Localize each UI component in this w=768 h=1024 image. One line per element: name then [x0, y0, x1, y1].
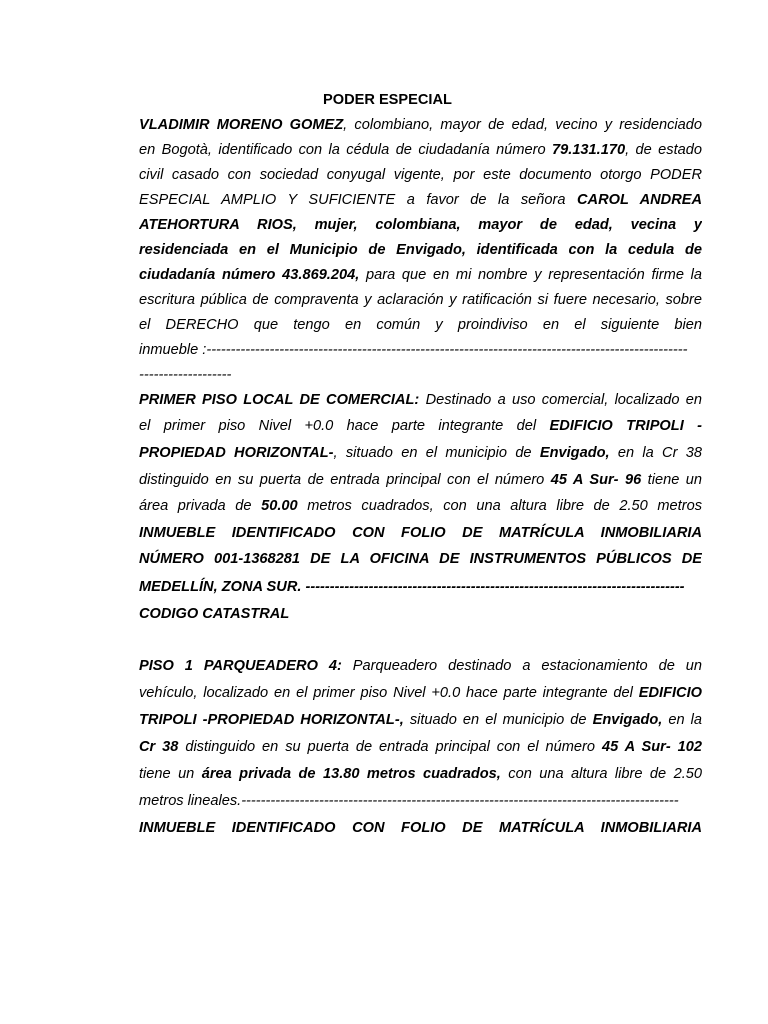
- p2-line-5: área privada de 50.00 metros cuadrados, con una altura libre de 2.50 metros: [139, 498, 702, 514]
- p2-line-7: NÚMERO 001-1368281 DE LA OFICINA DE INSTRUMENTOS PÚBLICOS DE: [139, 551, 702, 567]
- p2-line-6: INMUEBLE IDENTIFICADO CON FOLIO DE MATRÍCULA INMOBILIARIA: [139, 525, 702, 541]
- p2-line-1: PRIMER PISO LOCAL DE COMERCIAL: Destinado a uso comercial, localizado en: [139, 392, 702, 408]
- p2-line-2: el primer piso Nivel +0.0 hace parte integrante del EDIFICIO TRIPOLI -: [139, 418, 702, 434]
- p2-line-8: MEDELLÍN, ZONA SUR. ------------------------------------------------------------------------------: [139, 579, 685, 595]
- p1-line-1: VLADIMIR MORENO GOMEZ, colombiano, mayor de edad, vecino y residenciado: [139, 117, 702, 133]
- p1-line-3: civil casado con sociedad conyugal vigente, por este documento otorgo PODER: [139, 167, 702, 183]
- p3-line-4: Cr 38 distinguido en su puerta de entrada principal con el número 45 A Sur- 102: [139, 739, 702, 755]
- p1-line-6: residenciada en el Municipio de Envigado, identificada con la cedula de: [139, 242, 702, 258]
- document-title: PODER ESPECIAL: [323, 92, 452, 108]
- p3-line-7: INMUEBLE IDENTIFICADO CON FOLIO DE MATRÍCULA INMOBILIARIA: [139, 820, 702, 836]
- p1-line-5: ATEHORTURA RIOS, mujer, colombiana, mayor de edad, vecina y: [139, 217, 702, 233]
- p2-line-9: CODIGO CATASTRAL: [139, 606, 290, 622]
- p3-line-6: metros lineales.------------------------------------------------------------------------------------------: [139, 793, 679, 809]
- p1-line-8: escritura pública de compraventa y aclaración y ratificación si fuere necesario, sobre: [139, 292, 702, 308]
- p1-line-7: ciudadanía número 43.869.204, para que en mi nombre y representación firme la: [139, 267, 702, 283]
- p3-line-3: TRIPOLI -PROPIEDAD HORIZONTAL-, situado en el municipio de Envigado, en la: [139, 712, 702, 728]
- p2-line-3: PROPIEDAD HORIZONTAL-, situado en el municipio de Envigado, en la Cr 38: [139, 445, 702, 461]
- p2-line-4: distinguido en su puerta de entrada principal con el número 45 A Sur- 96 tiene un: [139, 472, 702, 488]
- p3-line-2: vehículo, localizado en el primer piso Nivel +0.0 hace parte integrante del EDIFICIO: [139, 685, 702, 701]
- p1-line-11: -------------------: [139, 367, 232, 383]
- p3-line-1: PISO 1 PARQUEADERO 4: Parqueadero destinado a estacionamiento de un: [139, 658, 702, 674]
- p1-line-2: en Bogotà, identificado con la cédula de ciudadanía número 79.131.170, de estado: [139, 142, 702, 158]
- p1-line-4: ESPECIAL AMPLIO Y SUFICIENTE a favor de la señora CAROL ANDREA: [139, 192, 702, 208]
- p1-line-10: inmueble :---------------------------------------------------------------------------------------------------: [139, 342, 688, 358]
- p3-line-5: tiene un área privada de 13.80 metros cuadrados, con una altura libre de 2.50: [139, 766, 702, 782]
- p1-line-9: el DERECHO que tengo en común y proindiviso en el siguiente bien: [139, 317, 702, 333]
